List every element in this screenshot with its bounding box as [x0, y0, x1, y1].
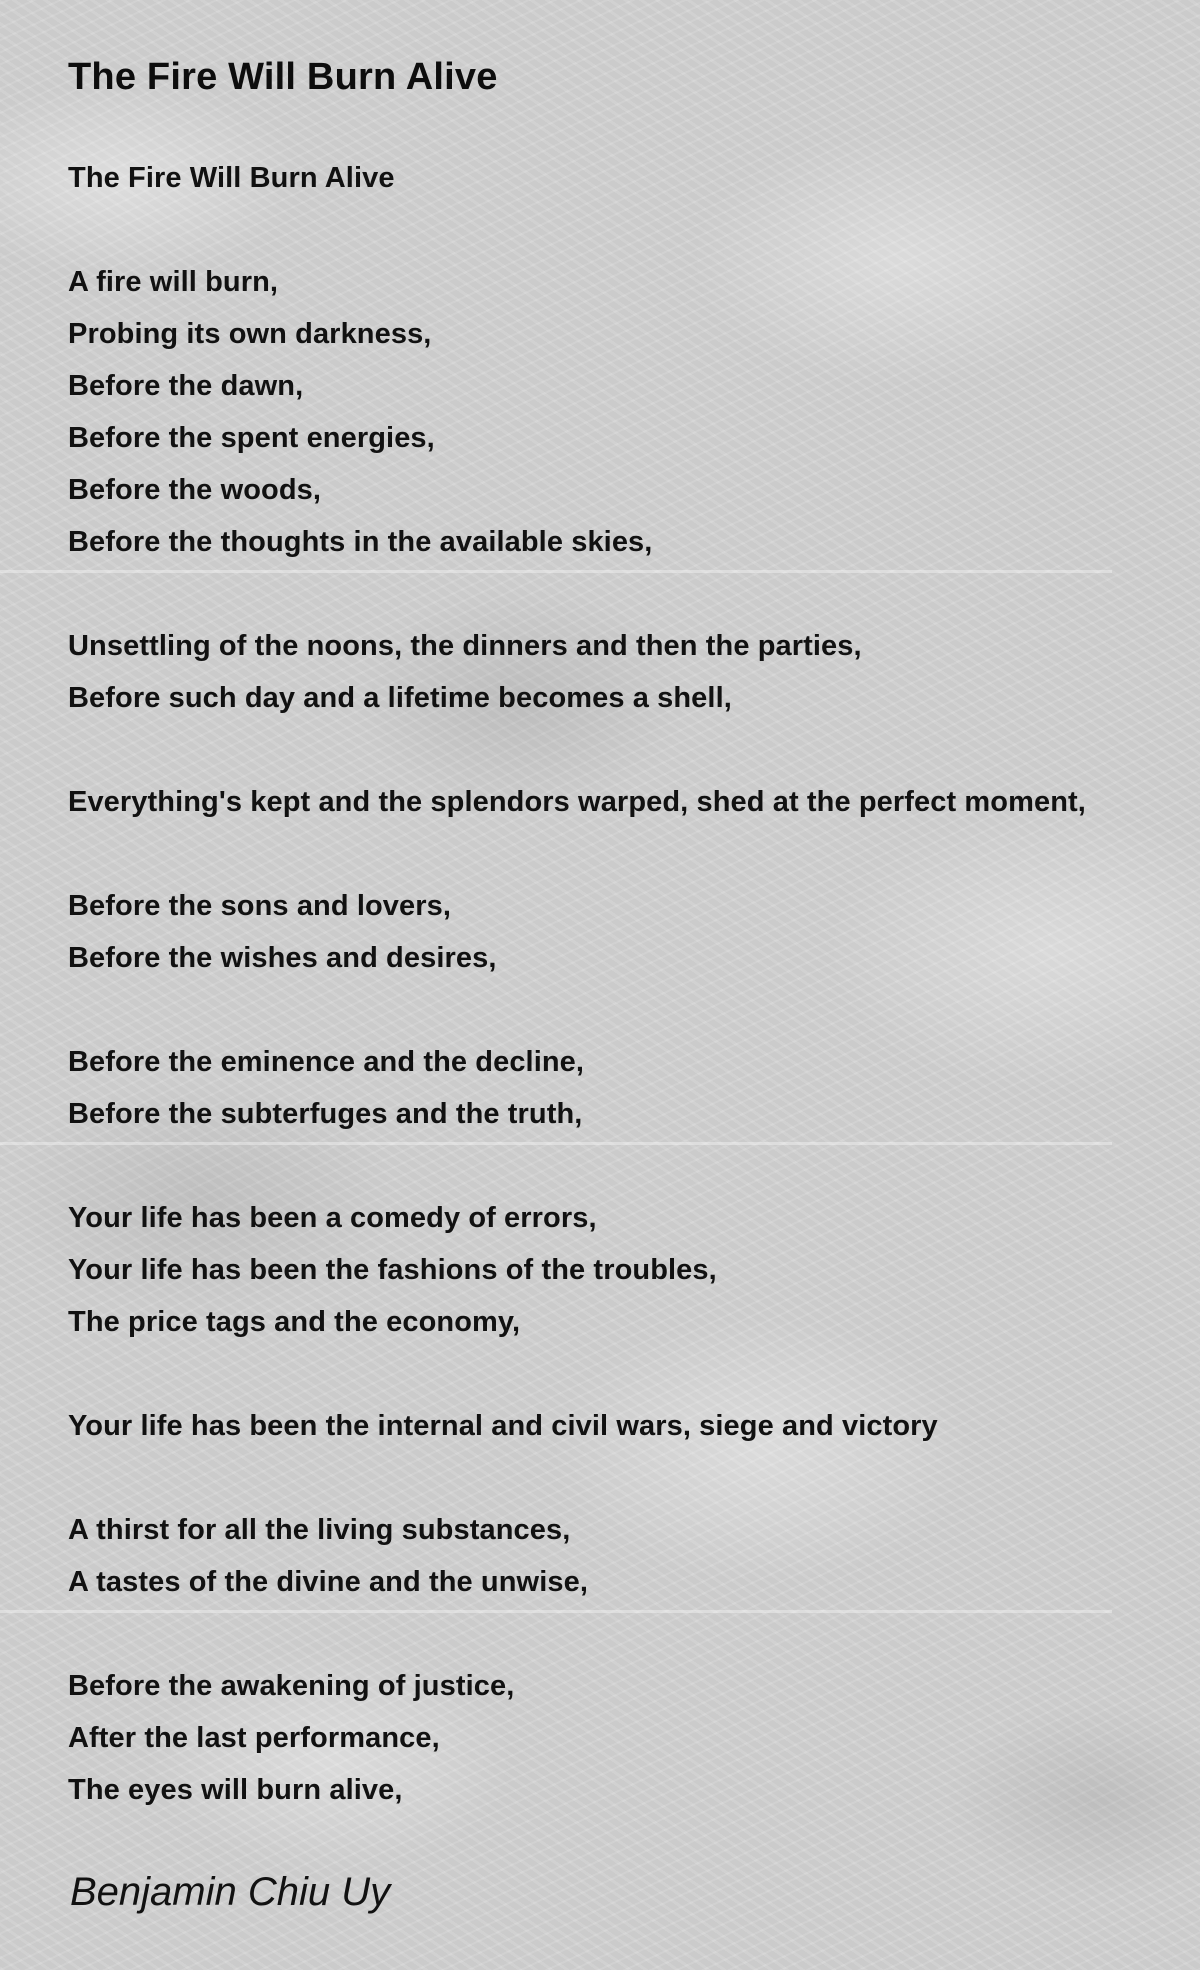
stanza-break [68, 828, 1188, 880]
poem-line: Before the subterfuges and the truth, [68, 1098, 583, 1130]
poem-line: Your life has been the internal and civil wars, siege and victory [68, 1410, 938, 1442]
stanza-break [68, 204, 1188, 256]
stanza-break [68, 568, 1188, 620]
poem-line: Before the sons and lovers, [68, 890, 452, 922]
poem-line: Before the woods, [68, 474, 322, 506]
stanza-break [68, 984, 1188, 1036]
poem-line: Before the dawn, [68, 370, 304, 402]
stanza-break [68, 1348, 1188, 1400]
stanza-break [68, 1608, 1188, 1660]
poem-line: Your life has been a comedy of errors, [68, 1202, 597, 1234]
poem-line: Before the thoughts in the available skies, [68, 526, 653, 558]
poem-body [68, 152, 1188, 1816]
poem-line: Before the eminence and the decline, [68, 1046, 585, 1078]
poem-author: Benjamin Chiu Uy [70, 1870, 391, 1914]
poem-line: A fire will burn, [68, 266, 279, 298]
poem-line: The price tags and the economy, [68, 1306, 521, 1338]
stanza-break [68, 1140, 1188, 1192]
poem-line: A thirst for all the living substances, [68, 1514, 571, 1546]
poem-line: Unsettling of the noons, the dinners and then the parties, [68, 630, 862, 662]
poem-title: The Fire Will Burn Alive [68, 56, 498, 98]
stanza-break [68, 1452, 1188, 1504]
poem-line: Before the awakening of justice, [68, 1670, 515, 1702]
poem-line: Everything's kept and the splendors warped, shed at the perfect moment, [68, 786, 1086, 818]
poem-line: Before the spent energies, [68, 422, 435, 454]
poem-line: Before such day and a lifetime becomes a shell, [68, 682, 732, 714]
stanza-break [68, 724, 1188, 776]
poem-line: After the last performance, [68, 1722, 440, 1754]
poem-line: A tastes of the divine and the unwise, [68, 1566, 588, 1598]
poem-line: The Fire Will Burn Alive [68, 162, 395, 194]
poem-line: Probing its own darkness, [68, 318, 432, 350]
poem-line: The eyes will burn alive, [68, 1774, 403, 1806]
poem-line: Before the wishes and desires, [68, 942, 497, 974]
poem-line: Your life has been the fashions of the troubles, [68, 1254, 717, 1286]
poem-page [68, 48, 1188, 1806]
